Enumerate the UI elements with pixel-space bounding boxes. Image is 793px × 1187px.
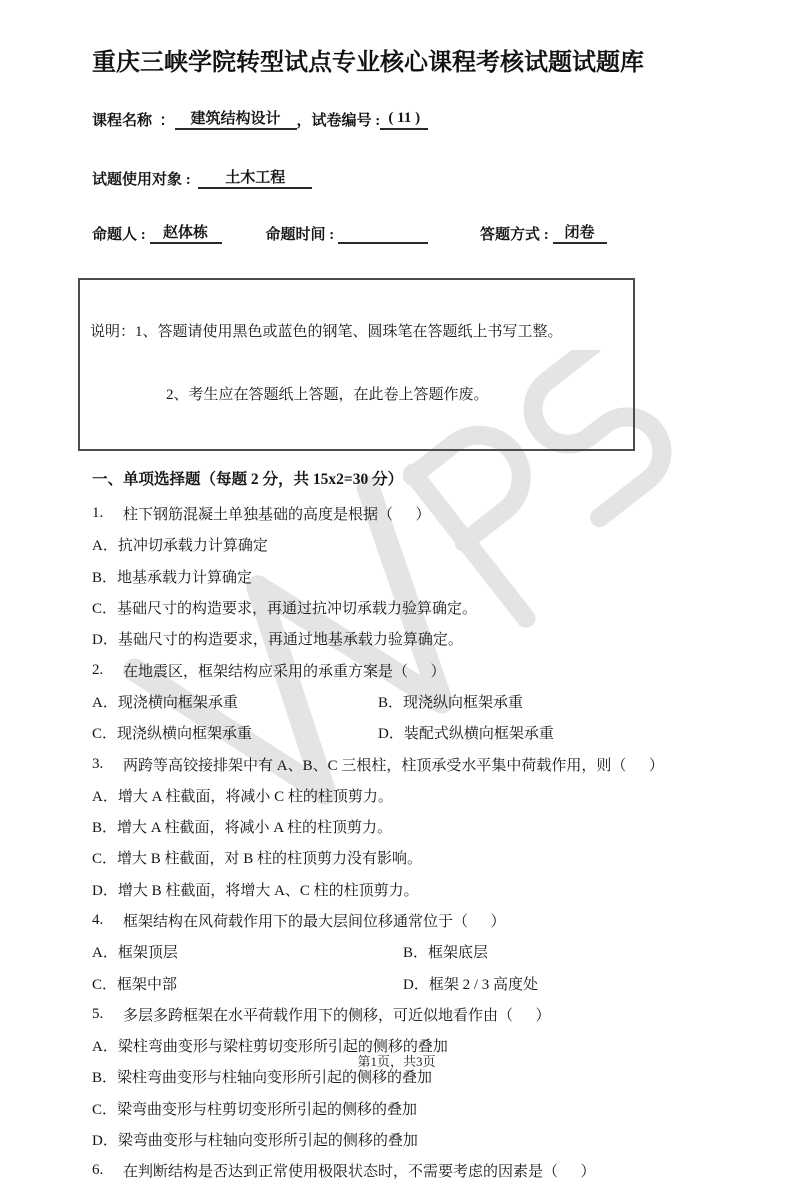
paper-no-label: ，试卷编号 : <box>296 113 381 129</box>
question-2-stem <box>92 654 737 685</box>
audience-label: 试题使用对象 : <box>92 172 199 188</box>
question-1-stem <box>92 498 737 529</box>
question-number: 1. <box>92 505 104 522</box>
question-4-options-row-2 <box>92 967 737 998</box>
question-2-options-row-2 <box>92 717 737 748</box>
paper-no-value-underline: ( 11 ) <box>380 110 428 130</box>
question-3-option-d: D．增大 B 柱截面，将增大 A、C 柱的柱顶剪力。 <box>92 882 419 899</box>
course-value-underline: 建筑结构设计 <box>175 107 297 130</box>
question-1-option-b: B．地基承载力计算确定 <box>92 569 253 586</box>
question-1-option-c: C．基础尺寸的构造要求，再通过抗冲切承载力验算确定。 <box>92 601 478 618</box>
author-line <box>92 221 737 244</box>
question-text: 在判断结构是否达到正常使用极限状态时，不需要考虑的因素是（ ） <box>123 1164 596 1181</box>
question-number: 2. <box>92 661 104 678</box>
question-number: 5. <box>92 1005 104 1022</box>
question-3-option-c: C．增大 B 柱截面，对 B 柱的柱顶剪力没有影响。 <box>92 851 423 868</box>
questions-list <box>92 498 737 1187</box>
question-4-option-b: B．框架底层 <box>403 945 489 962</box>
notice-line-2: 2、考生应在答题纸上答题，在此卷上答题作废。 <box>166 387 489 403</box>
answer-mode-label: 答题方式 : <box>480 227 553 243</box>
audience-line <box>92 166 737 189</box>
question-1-option-a: A．抗冲切承载力计算确定 <box>92 538 268 555</box>
question-4-option-c: C．框架中部 <box>92 976 178 993</box>
question-2-option-b: B．现浇纵向框架承重 <box>378 694 524 711</box>
date-label: 命题时间 : <box>265 227 338 243</box>
question-3-stem <box>92 748 737 779</box>
question-5-option-d: D．梁弯曲变形与柱轴向变形所引起的侧移的叠加 <box>92 1133 418 1150</box>
question-text: 两跨等高铰接排架中有 A、B、C 三根柱，柱顶承受水平集中荷载作用，则（ ） <box>123 757 664 774</box>
question-text: 柱下钢筋混凝土单独基础的高度是根据（ ） <box>123 507 431 524</box>
question-6-stem <box>92 1155 737 1186</box>
question-5-option-a: A．梁柱弯曲变形与梁柱剪切变形所引起的侧移的叠加 <box>92 1039 448 1056</box>
page-title: 重庆三峡学院转型试点专业核心课程考核试题试题库 <box>92 49 644 76</box>
notice-box <box>78 278 635 451</box>
date-value-underline <box>338 224 428 244</box>
answer-mode-value-underline: 闭卷 <box>553 221 607 244</box>
question-4-option-d: D．框架 2 / 3 高度处 <box>403 976 539 993</box>
author-group <box>92 221 222 244</box>
question-2-option-c: C．现浇纵横向框架承重 <box>92 726 253 743</box>
question-text: 多层多跨框架在水平荷载作用下的侧移，可近似地看作由（ ） <box>123 1007 551 1024</box>
question-text: 框架结构在风荷载作用下的最大层间位移通常位于（ ） <box>123 914 506 930</box>
author-value-underline: 赵体栋 <box>150 221 222 244</box>
author-label: 命题人 : <box>92 227 150 243</box>
audience-value-underline: 土木工程 <box>198 166 312 189</box>
answer-mode-group <box>480 221 607 244</box>
page-number: 第1页，共3页 <box>357 1054 436 1069</box>
question-5-option-c: C．梁弯曲变形与柱剪切变形所引起的侧移的叠加 <box>92 1101 418 1118</box>
question-2-option-a: A．现浇横向框架承重 <box>92 694 238 711</box>
question-5-stem <box>92 999 737 1030</box>
date-group <box>266 223 429 244</box>
question-number: 3. <box>92 755 104 772</box>
section-heading: 一、单项选择题（每题 2 分，共 15x2=30 分） <box>92 471 404 488</box>
question-number: 4. <box>92 912 104 928</box>
course-label: 课程名称 ： <box>92 113 175 129</box>
question-4-stem <box>92 905 737 936</box>
question-3-option-b: B．增大 A 柱截面，将减小 A 柱的柱顶剪力。 <box>92 820 393 837</box>
question-number: 6. <box>92 1162 104 1179</box>
question-1-option-d: D．基础尺寸的构造要求，再通过地基承载力验算确定。 <box>92 632 463 649</box>
question-text: 在地震区，框架结构应采用的承重方案是（ ） <box>123 663 446 680</box>
question-2-option-d: D．装配式纵横向框架承重 <box>378 726 554 743</box>
question-2-options-row-1 <box>92 686 737 717</box>
question-4-option-a: A．框架顶层 <box>92 945 178 962</box>
course-line <box>92 107 737 130</box>
question-5-option-b: B．梁柱弯曲变形与柱轴向变形所引起的侧移的叠加 <box>92 1070 433 1087</box>
question-4-options-row-1 <box>92 936 737 967</box>
question-3-option-a: A．增大 A 柱截面，将减小 C 柱的柱顶剪力。 <box>92 788 393 805</box>
notice-line-1: 说明：1、答题请使用黑色或蓝色的钢笔、圆珠笔在答题纸上书写工整。 <box>90 324 563 340</box>
